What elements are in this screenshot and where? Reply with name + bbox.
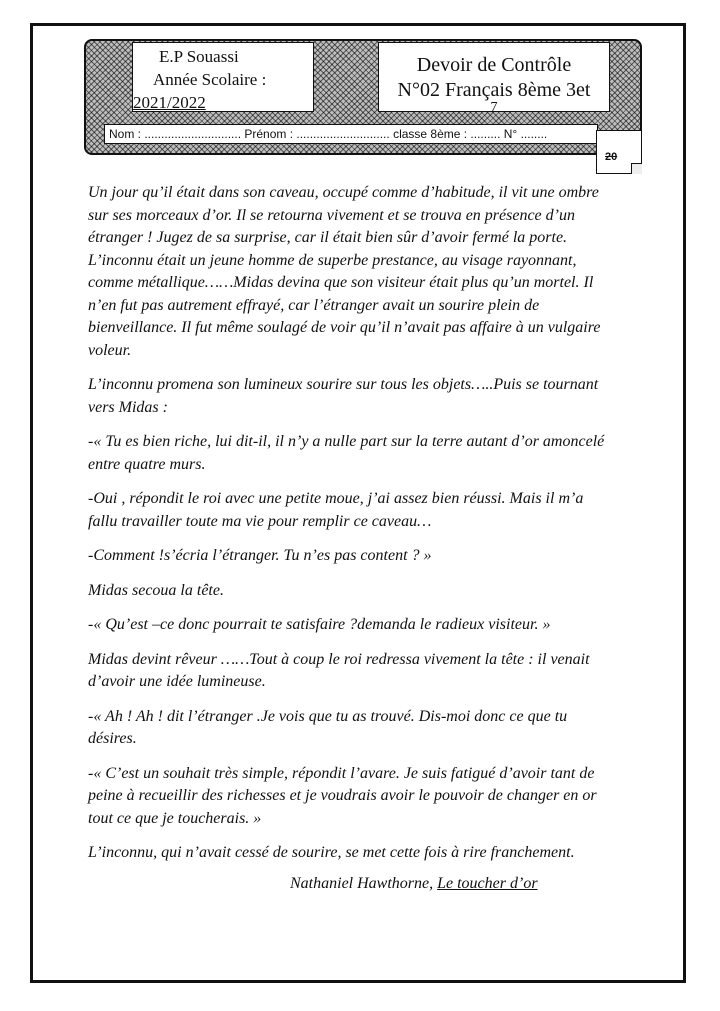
paragraph [88,182,648,362]
text-line: -« Tu es bien riche, lui dit-il, il n’y a nulle part sur la terre autant d’or amoncelé [88,433,605,450]
text-line: peine à recueillir des richesses et je voudrais avoir le pouvoir de changer en or [88,787,597,804]
text-line: -Oui , répondit le roi avec une petite moue, j’ai assez bien réussi. Mais il m’a [88,490,584,507]
paragraph [88,488,648,533]
grade-box [596,130,642,174]
exam-title: Devoir de Contrôle [416,54,572,76]
grade-total: 20 [605,151,618,163]
paragraph [88,706,648,751]
text-line: tout ce que je toucherais. » [88,809,262,827]
text-line: entre quatre murs. [88,455,206,473]
page-fold-icon [631,163,642,174]
paragraph [88,431,648,476]
text-line: sur ses morceaux d’or. Il se retourna vivement et se trouva en présence d’un [88,206,575,224]
text-line: désires. [88,730,137,747]
paragraph [88,763,648,831]
text-line: comme métallique……Midas devina que son visiteur était plus qu’un mortel. Il [88,274,594,291]
text-line: L’inconnu promena son lumineux sourire sur tous les objets…..Puis se tournant [88,376,599,393]
exam-subtitle: N°02 Français 8ème 3et [397,79,591,101]
text-line: étranger ! Jugez de sa surprise, car il était bien sûr d’avoir fermé la porte. [88,229,568,246]
paragraph [88,374,648,419]
paragraph [88,614,648,637]
school-year: 2021/2022 [133,93,206,112]
text-line: -Comment !s’écria l’étranger. Tu n’es pas content ? » [88,547,432,564]
text-line: Midas devint rêveur ……Tout à coup le roi redressa vivement la tête : il venait [88,650,590,668]
school-year-label: Année Scolaire : [153,70,267,89]
paragraph [88,649,648,694]
school-name: E.P Souassi [159,47,239,66]
text-line: L’inconnu était un jeune homme de superbe prestance, au visage rayonnant, [88,251,577,269]
text-line: -« Qu’est –ce donc pourrait te satisfaire ?demanda le radieux visiteur. » [88,616,551,633]
exam-title-box [378,42,610,112]
text-line: bienveillance. Il fut même soulagé de voir qu’il n’avait pas affaire à un vulgaire [88,319,601,336]
school-info-box [132,42,314,112]
text-line: fallu travailler toute ma vie pour remplir ce caveau… [88,512,432,530]
paragraph [88,545,648,568]
text-line: vers Midas : [88,398,168,416]
text-line: n’en fut pas autrement effrayé, car l’étranger avait un sourire plein de [88,296,540,314]
text-line: Un jour qu’il était dans son caveau, occupé comme d’habitude, il vit une ombre [88,184,599,201]
text-line: -« Ah ! Ah ! dit l’étranger .Je vois que tu as trouvé. Dis-moi donc ce que tu [88,707,568,725]
exam-subtitle-cont: 7 [490,100,498,112]
paragraph [88,842,648,865]
source-citation [290,875,538,893]
student-info-line: Nom : ............................. Prénom : ............................ classe 8ème : ......... N° ........ [104,124,598,144]
paragraph [88,580,648,603]
text-line: Midas secoua la tête. [88,581,224,599]
text-line: L’inconnu, qui n’avait cessé de sourire, se met cette fois à rire franchement. [88,844,575,861]
author-name: Nathaniel Hawthorne, [290,875,438,892]
reading-text [88,182,648,877]
text-line: -« C’est un souhait très simple, répondit l’avare. Je suis fatigué d’avoir tant de [88,764,595,782]
text-line: voleur. [88,341,132,359]
text-line: d’avoir une idée lumineuse. [88,673,266,690]
book-title: Le toucher d’or [437,875,538,892]
